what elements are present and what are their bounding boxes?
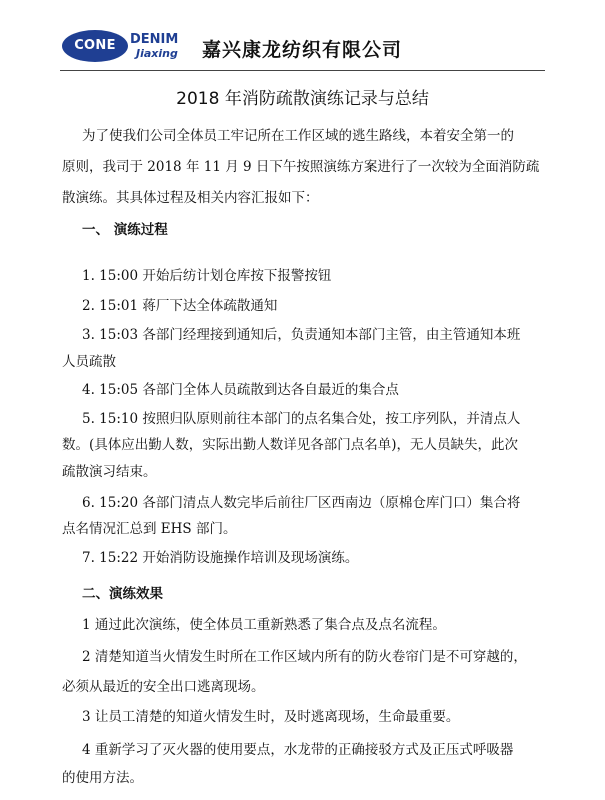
process-step: 5. 15:10 按照归队原则前往本部门的点名集合处，按工序列队，并清点人 xyxy=(82,411,521,427)
effect-item-continuation: 的使用方法。 xyxy=(62,770,143,786)
intro-line: 为了使我们公司全体员工牢记所在工作区域的逃生路线，本着安全第一的 xyxy=(82,128,514,144)
section-heading-effects: 二、演练效果 xyxy=(82,586,163,602)
company-logo xyxy=(62,28,188,64)
company-name: 嘉兴康龙纺织有限公司 xyxy=(202,39,403,61)
effect-item: 3 让员工清楚的知道火情发生时，及时逃离现场，生命最重要。 xyxy=(82,709,460,725)
process-step-continuation: 点名情况汇总到 EHS 部门。 xyxy=(62,521,237,537)
intro-line: 原则，我司于 2018 年 11 月 9 日下午按照演练方案进行了一次较为全面消防疏 xyxy=(62,159,540,175)
process-step: 3. 15:03 各部门经理接到通知后，负责通知本部门主管，由主管通知本班 xyxy=(82,327,521,343)
section-heading-process: 一、 演练过程 xyxy=(82,222,168,238)
process-step: 1. 15:00 开始后纺计划仓库按下报警按钮 xyxy=(82,268,332,284)
process-step: 4. 15:05 各部门全体人员疏散到达各自最近的集合点 xyxy=(82,382,399,398)
effect-item: 4 重新学习了灭火器的使用要点，水龙带的正确接驳方式及正压式呼吸器 xyxy=(82,742,514,758)
logo-denim-text: DENIM xyxy=(130,32,179,47)
document-title: 2018 年消防疏散演练记录与总结 xyxy=(176,89,429,109)
process-step: 6. 15:20 各部门清点人数完毕后前往厂区西南边（原棉仓库门口）集合将 xyxy=(82,495,521,511)
document-header xyxy=(0,0,605,80)
process-step-continuation: 疏散演习结束。 xyxy=(62,464,157,480)
logo-cone-text: CONE xyxy=(74,38,116,53)
effect-item: 1 通过此次演练，使全体员工重新熟悉了集合点及点名流程。 xyxy=(82,617,446,633)
process-step: 2. 15:01 蒋厂下达全体疏散通知 xyxy=(82,298,278,314)
effect-item-continuation: 必须从最近的安全出口逃离现场。 xyxy=(62,679,265,695)
header-divider xyxy=(60,70,545,71)
process-step-continuation: 数。(具体应出勤人数，实际出勤人数详见各部门点名单)，无人员缺失，此次 xyxy=(62,437,519,453)
intro-line: 散演练。其具体过程及相关内容汇报如下： xyxy=(62,190,319,206)
effect-item: 2 清楚知道当火情发生时所在工作区域内所有的防火卷帘门是不可穿越的， xyxy=(82,649,527,665)
process-step-continuation: 人员疏散 xyxy=(62,354,116,370)
logo-jiaxing-text: Jiaxing xyxy=(136,47,178,60)
process-step: 7. 15:22 开始消防设施操作培训及现场演练。 xyxy=(82,550,359,566)
